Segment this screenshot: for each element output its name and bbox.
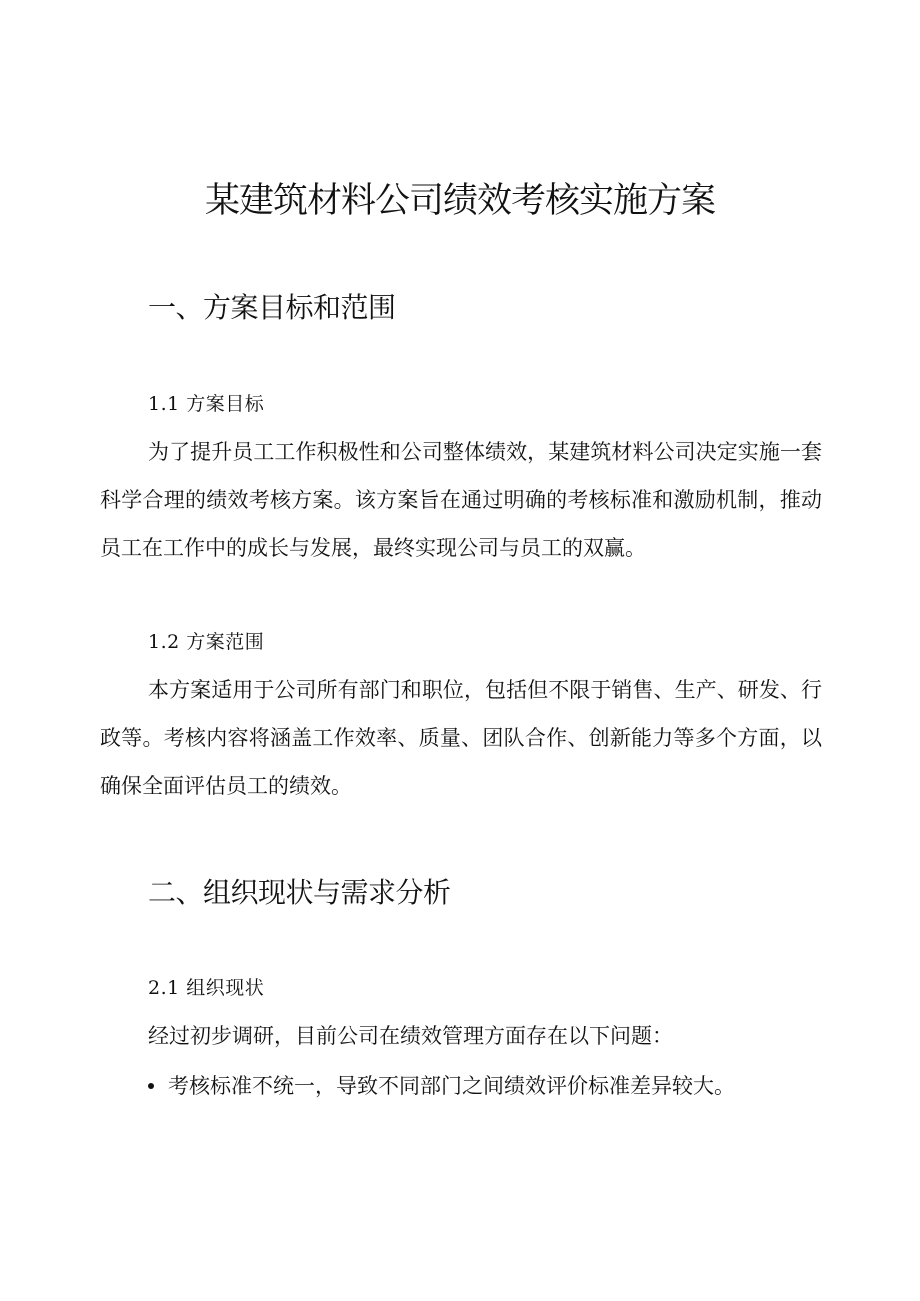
section-heading-2: 二、组织现状与需求分析	[148, 876, 451, 909]
paragraph-scope: 本方案适用于公司所有部门和职位，包括但不限于销售、生产、研发、行政等。考核内容将涵盖工作效率、质量、团队合作、创新能力等多个方面，以确保全面评估员工的绩效。	[100, 678, 822, 798]
paragraph-status-intro: 经过初步调研，目前公司在绩效管理方面存在以下问题：	[148, 1024, 673, 1048]
list-item-text: 考核标准不统一，导致不同部门之间绩效评价标准差异较大。	[168, 1074, 735, 1098]
section-heading-1: 一、方案目标和范围	[148, 291, 396, 324]
list-item	[148, 1068, 735, 1104]
bullet-icon	[148, 1083, 154, 1089]
paragraph-goal: 为了提升员工工作积极性和公司整体绩效，某建筑材料公司决定实施一套科学合理的绩效考核方案。该方案旨在通过明确的考核标准和激励机制，推动员工在工作中的成长与发展，最终实现公司与员工的双赢。	[100, 440, 822, 560]
subsection-heading-2-1: 2.1 组织现状	[148, 977, 265, 999]
subsection-heading-1-2: 1.2 方案范围	[148, 631, 265, 653]
subsection-heading-1-1: 1.1 方案目标	[148, 393, 265, 415]
document-title: 某建筑材料公司绩效考核实施方案	[204, 181, 715, 221]
